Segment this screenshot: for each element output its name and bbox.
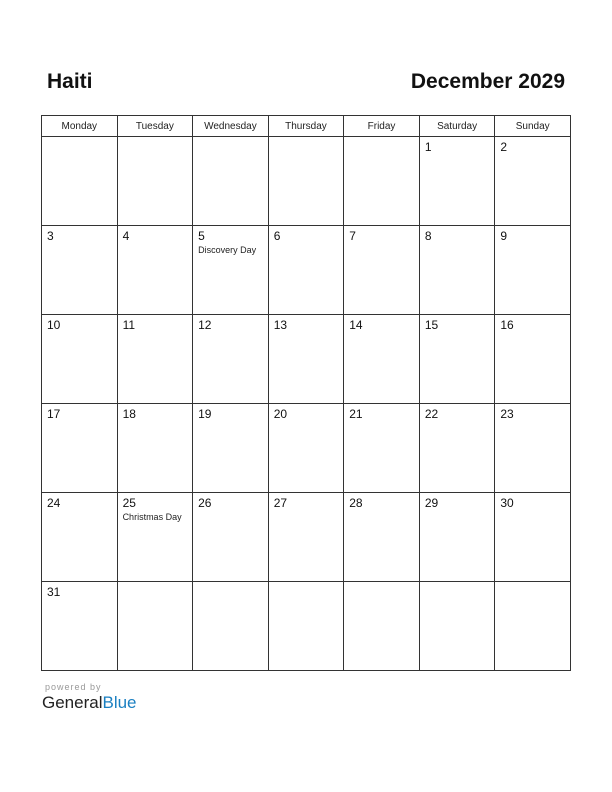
day-number: 1	[424, 140, 432, 154]
logo-blue: Blue	[102, 693, 137, 712]
day-cell	[419, 493, 495, 582]
weekday-sunday: Sunday	[495, 116, 571, 137]
weekday-thursday: Thursday	[268, 116, 344, 137]
day-number: 15	[424, 318, 439, 332]
day-cell	[344, 404, 420, 493]
day-number: 29	[424, 496, 439, 510]
day-cell	[344, 137, 420, 226]
day-cell	[419, 315, 495, 404]
day-cell	[193, 137, 269, 226]
day-cell	[268, 315, 344, 404]
weekday-friday: Friday	[344, 116, 420, 137]
day-number: 8	[424, 229, 432, 243]
day-cell	[495, 582, 571, 671]
day-number	[42, 137, 117, 140]
week-row	[42, 315, 571, 404]
day-number: 17	[47, 407, 61, 421]
day-number: 7	[349, 229, 356, 243]
day-number	[269, 137, 344, 140]
weekday-saturday: Saturday	[419, 116, 495, 137]
day-number: 20	[273, 407, 288, 421]
day-cell	[419, 226, 495, 315]
week-row	[42, 582, 571, 671]
calendar-grid	[41, 115, 571, 671]
day-cell	[42, 137, 118, 226]
day-cell	[344, 315, 420, 404]
day-number	[118, 137, 193, 140]
day-number	[193, 137, 268, 140]
country-title: Haiti	[47, 70, 93, 93]
day-number: 24	[47, 496, 61, 510]
day-cell	[42, 404, 118, 493]
day-cell	[117, 315, 193, 404]
day-cell	[419, 137, 495, 226]
day-number: 4	[122, 229, 130, 243]
day-number: 23	[500, 407, 514, 421]
day-cell	[117, 137, 193, 226]
day-cell	[193, 582, 269, 671]
day-number: 9	[500, 229, 508, 243]
day-number	[420, 582, 495, 585]
weekday-tuesday: Tuesday	[117, 116, 193, 137]
day-cell	[495, 404, 571, 493]
day-number: 22	[424, 407, 439, 421]
day-cell	[268, 404, 344, 493]
day-number: 2	[500, 140, 508, 154]
day-cell	[495, 137, 571, 226]
day-number: 19	[198, 407, 212, 421]
day-number: 3	[47, 229, 54, 243]
day-number: 5	[198, 229, 205, 243]
day-cell	[268, 493, 344, 582]
day-number: 26	[198, 496, 212, 510]
day-number: 14	[349, 318, 363, 332]
day-number: 12	[198, 318, 212, 332]
day-cell	[117, 226, 193, 315]
weekday-monday: Monday	[42, 116, 118, 137]
day-number	[495, 582, 570, 585]
day-cell	[42, 226, 118, 315]
day-cell	[344, 582, 420, 671]
holiday-label: Christmas Day	[122, 512, 182, 522]
week-row	[42, 226, 571, 315]
day-cell	[268, 582, 344, 671]
day-number: 25	[122, 496, 136, 510]
day-cell	[344, 226, 420, 315]
week-row	[42, 493, 571, 582]
day-number: 6	[273, 229, 281, 243]
day-cell	[42, 582, 118, 671]
day-number: 27	[273, 496, 288, 510]
day-number: 31	[47, 585, 61, 599]
weekday-wednesday: Wednesday	[193, 116, 269, 137]
day-number	[344, 582, 419, 585]
powered-by-text: powered by	[45, 682, 102, 692]
day-number: 28	[349, 496, 363, 510]
month-year-title: December 2029	[410, 70, 565, 93]
day-cell	[495, 493, 571, 582]
day-number	[344, 137, 419, 140]
footer-branding	[42, 682, 137, 713]
calendar-body	[42, 137, 571, 671]
logo-general: General	[42, 693, 103, 712]
day-number	[118, 582, 193, 585]
week-row	[42, 404, 571, 493]
day-number: 16	[500, 318, 514, 332]
day-cell	[495, 226, 571, 315]
day-cell	[495, 315, 571, 404]
generalblue-logo	[42, 693, 137, 713]
day-cell	[419, 404, 495, 493]
holiday-label: Discovery Day	[198, 245, 257, 255]
day-cell	[42, 493, 118, 582]
day-number: 11	[122, 318, 136, 332]
day-number: 30	[500, 496, 514, 510]
weekday-header-row	[42, 116, 571, 137]
week-row	[42, 137, 571, 226]
day-number: 10	[47, 318, 61, 332]
day-cell	[268, 226, 344, 315]
day-number: 21	[349, 407, 363, 421]
day-number	[193, 582, 268, 585]
day-cell	[117, 493, 193, 582]
day-number	[269, 582, 344, 585]
day-cell	[117, 404, 193, 493]
day-cell	[193, 315, 269, 404]
day-number: 18	[122, 407, 136, 421]
day-cell	[419, 582, 495, 671]
day-cell	[42, 315, 118, 404]
day-cell	[193, 226, 269, 315]
day-cell	[344, 493, 420, 582]
day-cell	[117, 582, 193, 671]
day-cell	[193, 493, 269, 582]
day-cell	[268, 137, 344, 226]
day-cell	[193, 404, 269, 493]
day-number: 13	[273, 318, 288, 332]
